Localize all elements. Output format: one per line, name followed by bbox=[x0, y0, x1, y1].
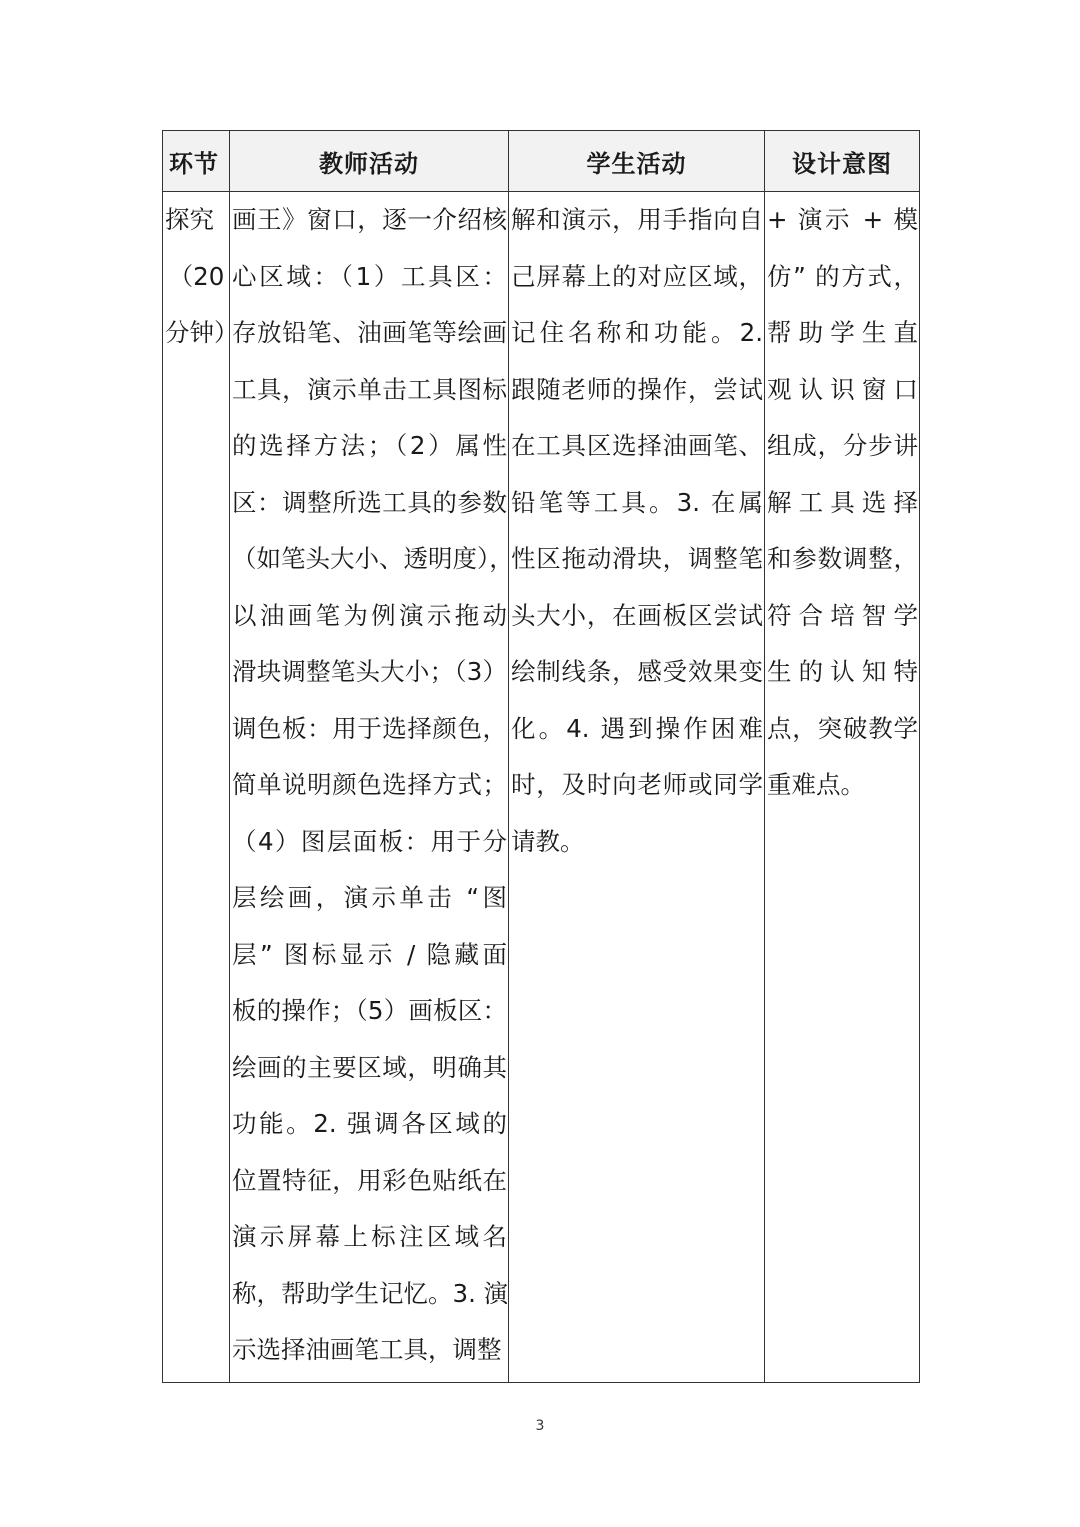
design-intent-line: + 演示 + 模 bbox=[767, 205, 918, 234]
student-activity-line: 铅笔等工具。3. 在属 bbox=[511, 487, 763, 517]
page-number: 3 bbox=[535, 1418, 545, 1434]
student-activity-text bbox=[509, 192, 764, 870]
design-intent-text bbox=[765, 192, 919, 814]
header-teacher-activity: 教师活动 bbox=[230, 131, 509, 192]
design-intent-line: 组成，分步讲 bbox=[767, 431, 918, 460]
stage-line: 分钟） bbox=[165, 318, 239, 347]
teacher-activity-line: 区：调整所选工具的参数 bbox=[232, 487, 507, 517]
lesson-plan-table bbox=[162, 130, 920, 1383]
teacher-activity-text bbox=[230, 192, 514, 1379]
student-activity-line: 时，及时向老师或同学 bbox=[511, 770, 763, 799]
design-intent-line: 解工具选择 bbox=[767, 487, 918, 517]
student-activity-line: 请教。 bbox=[511, 826, 585, 856]
student-activity-line: 在工具区选择油画笔、 bbox=[511, 431, 763, 460]
student-activity-line: 头大小，在画板区尝试 bbox=[511, 600, 763, 630]
teacher-activity-line: 绘画的主要区域，明确其 bbox=[232, 1052, 507, 1082]
header-design-intent: 设计意图 bbox=[765, 131, 920, 192]
teacher-activity-line: 心区域：（1）工具区： bbox=[232, 261, 507, 291]
student-activity-line: 己屏幕上的对应区域， bbox=[511, 261, 763, 291]
design-intent-line: 和参数调整， bbox=[767, 544, 918, 573]
teacher-activity-line: 功能。2. 强调各区域的 bbox=[232, 1109, 507, 1138]
teacher-activity-line: 画王》窗口，逐一介绍核 bbox=[232, 205, 507, 234]
design-intent-line: 观认识窗口 bbox=[767, 374, 918, 404]
design-intent-line: 重难点。 bbox=[767, 770, 865, 799]
teacher-activity-line: 调色板：用于选择颜色， bbox=[232, 713, 507, 743]
teacher-activity-line: 层” 图标显示 / 隐藏面 bbox=[232, 939, 507, 969]
design-intent-line: 生的认知特 bbox=[767, 657, 918, 686]
design-intent-line: 点，突破教学 bbox=[767, 713, 918, 743]
teacher-activity-line: 的选择方法；（2）属性 bbox=[232, 431, 507, 460]
design-intent-line: 符合培智学 bbox=[767, 600, 918, 630]
student-activity-cell bbox=[509, 192, 765, 1383]
table-row bbox=[163, 192, 920, 1383]
student-activity-line: 性区拖动滑块，调整笔 bbox=[511, 544, 763, 573]
teacher-activity-line: 位置特征，用彩色贴纸在 bbox=[232, 1165, 507, 1195]
teacher-activity-line: 以油画笔为例演示拖动 bbox=[232, 600, 507, 630]
teacher-activity-line: 滑块调整笔头大小；（3） bbox=[232, 657, 507, 686]
stage-text bbox=[163, 192, 239, 362]
teacher-activity-line: 称，帮助学生记忆。3. 演 bbox=[232, 1278, 509, 1308]
student-activity-line: 记住名称和功能。2. bbox=[511, 318, 763, 347]
table-header-row bbox=[163, 131, 920, 192]
design-intent-line: 帮助学生直 bbox=[767, 318, 918, 347]
design-intent-line: 仿” 的方式， bbox=[767, 261, 918, 291]
design-intent-cell bbox=[765, 192, 920, 1383]
teacher-activity-line: 板的操作；（5）画板区： bbox=[232, 996, 507, 1025]
student-activity-line: 跟随老师的操作，尝试 bbox=[511, 374, 763, 404]
stage-cell bbox=[163, 192, 239, 1383]
teacher-activity-cell bbox=[230, 192, 514, 1383]
teacher-activity-line: （4）图层面板：用于分 bbox=[232, 826, 507, 856]
header-student-activity: 学生活动 bbox=[509, 131, 765, 192]
teacher-activity-line: 工具，演示单击工具图标 bbox=[232, 374, 507, 404]
student-activity-line: 解和演示，用手指向自 bbox=[511, 205, 763, 234]
teacher-activity-line: 简单说明颜色选择方式； bbox=[232, 770, 507, 799]
teacher-activity-line: 层绘画，演示单击 “图 bbox=[232, 883, 507, 912]
stage-line: 探究 bbox=[165, 205, 214, 234]
student-activity-line: 化。4. 遇到操作困难 bbox=[511, 713, 763, 743]
student-activity-line: 绘制线条，感受效果变 bbox=[511, 657, 763, 686]
teacher-activity-line: 存放铅笔、油画笔等绘画 bbox=[232, 318, 507, 347]
teacher-activity-line: （如笔头大小、透明度）， bbox=[232, 544, 514, 573]
teacher-activity-line: 演示屏幕上标注区域名 bbox=[232, 1222, 507, 1251]
teacher-activity-line: 示选择油画笔工具，调整 bbox=[232, 1335, 502, 1364]
header-stage: 环节 bbox=[163, 131, 230, 192]
stage-line: （20 bbox=[168, 261, 225, 291]
